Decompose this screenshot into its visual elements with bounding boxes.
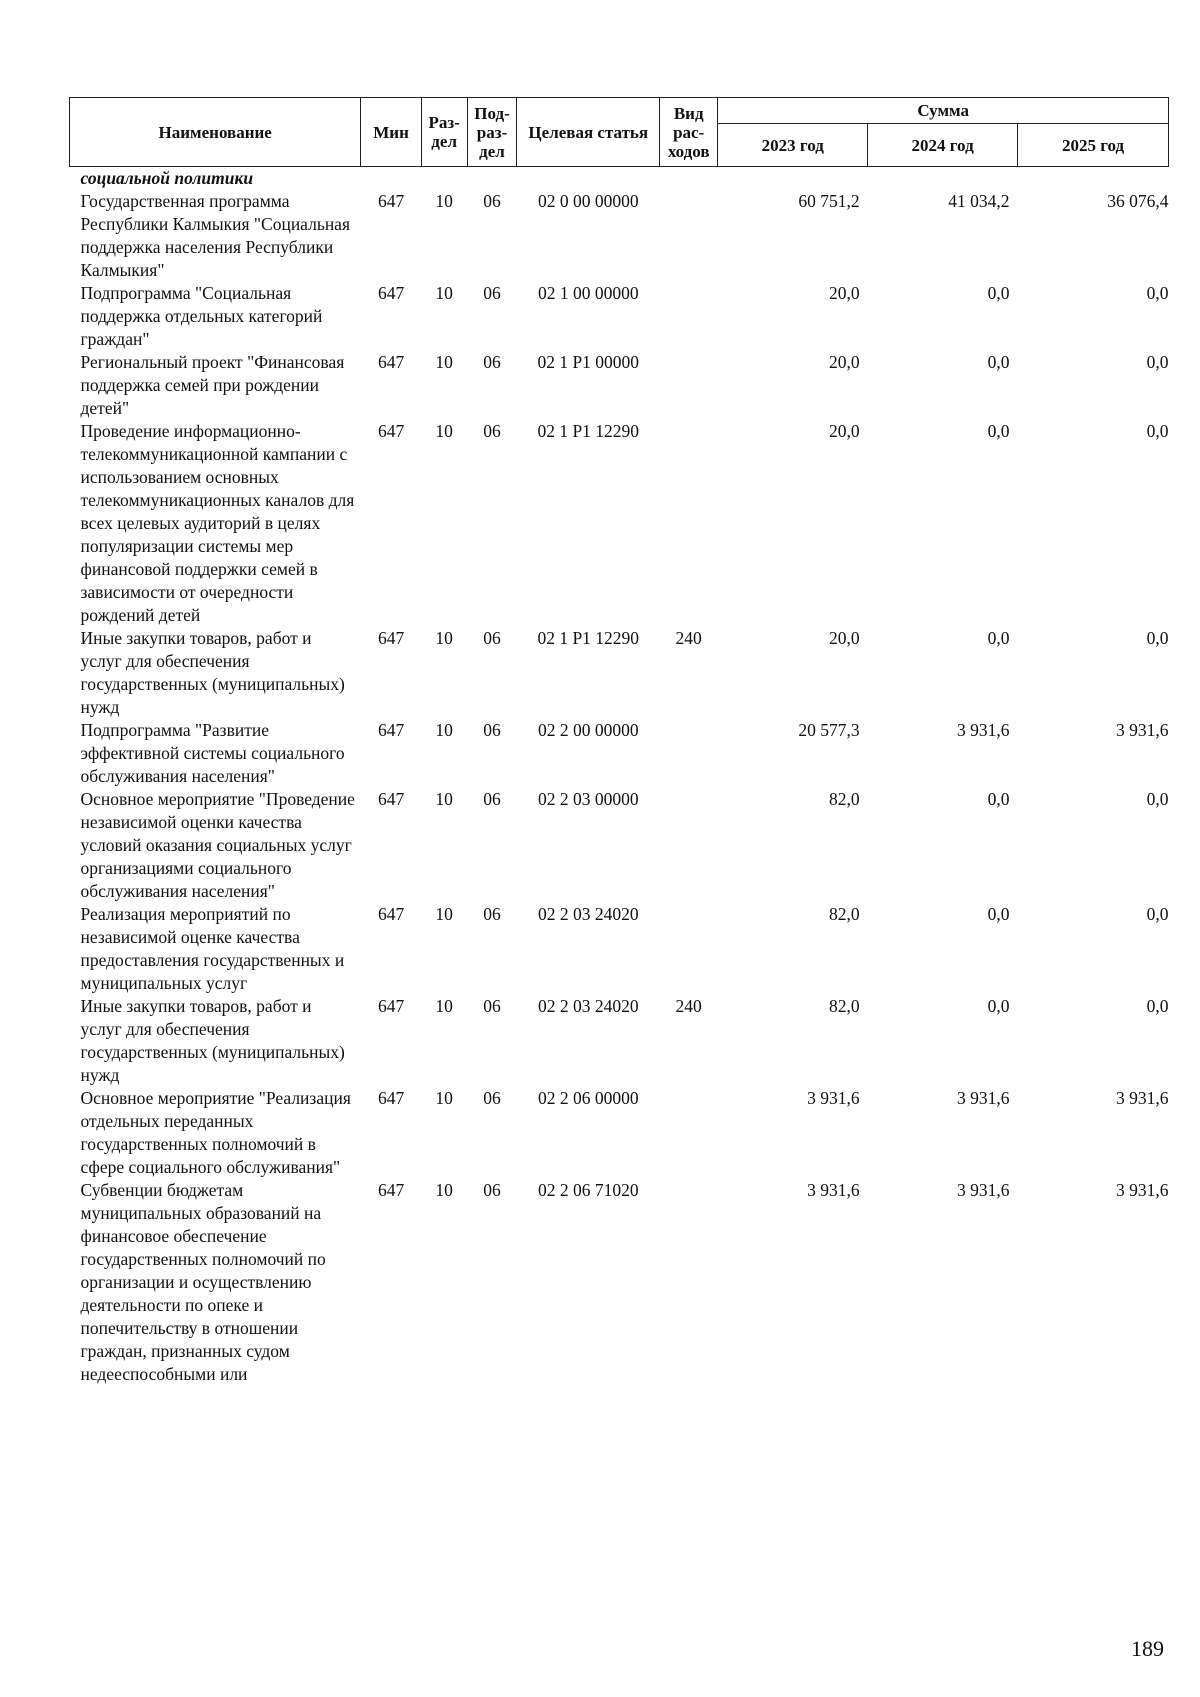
row-celevaya-statya: 02 1 00 00000 [537, 283, 639, 303]
row-podrazdel: 06 [483, 628, 501, 648]
section-title: социальной политики [80, 168, 254, 188]
row-vid-rashodov: 240 [675, 996, 702, 1016]
table-body [70, 167, 1169, 1387]
row-min: 647 [377, 191, 405, 211]
budget-table [69, 97, 1169, 1386]
row-amount-2023: 3 931,6 [807, 1180, 860, 1200]
table-row [70, 1179, 1169, 1386]
row-podrazdel: 06 [483, 789, 501, 809]
row-amount-2025: 0,0 [1146, 904, 1169, 924]
row-celevaya-statya: 02 2 06 71020 [537, 1180, 639, 1200]
row-podrazdel: 06 [483, 720, 501, 740]
row-name: Реализация мероприятий по независимой оценке качества предоставления государственных и муниципальных услуг [80, 904, 345, 993]
header-year-2025: 2025 год [1018, 124, 1169, 167]
row-celevaya-statya: 02 1 P1 12290 [537, 628, 640, 648]
row-amount-2024: 0,0 [987, 996, 1010, 1016]
row-min: 647 [377, 789, 405, 809]
row-name: Иные закупки товаров, работ и услуг для обеспечения государственных (муниципальных) нужд [80, 628, 345, 717]
row-amount-2025: 0,0 [1146, 628, 1169, 648]
row-razdel: 10 [435, 904, 453, 924]
row-vid-rashodov [660, 719, 718, 788]
row-amount-2023: 20,0 [829, 628, 860, 648]
row-amount-2024: 3 931,6 [957, 1088, 1010, 1108]
row-vid-rashodov [660, 190, 718, 282]
row-min: 647 [377, 720, 405, 740]
row-celevaya-statya: 02 2 06 00000 [537, 1088, 639, 1108]
row-vid-rashodov [660, 351, 718, 420]
row-amount-2023: 20 577,3 [798, 720, 860, 740]
row-min: 647 [377, 421, 405, 441]
row-razdel: 10 [435, 421, 453, 441]
row-celevaya-statya: 02 0 00 00000 [537, 191, 639, 211]
row-podrazdel: 06 [483, 352, 501, 372]
row-razdel: 10 [435, 283, 453, 303]
row-razdel: 10 [435, 996, 453, 1016]
row-razdel: 10 [435, 628, 453, 648]
row-amount-2025: 0,0 [1146, 283, 1169, 303]
header-celevaya-statya: Целевая статья [517, 98, 660, 167]
section-row [70, 167, 1169, 191]
row-amount-2025: 3 931,6 [1116, 1180, 1169, 1200]
row-amount-2023: 20,0 [829, 421, 860, 441]
row-amount-2025: 0,0 [1146, 352, 1169, 372]
table-row [70, 1087, 1169, 1179]
row-amount-2024: 0,0 [987, 904, 1010, 924]
row-amount-2025: 3 931,6 [1116, 1088, 1169, 1108]
row-name: Подпрограмма "Развитие эффективной системы социального обслуживания населения" [80, 720, 345, 786]
row-min: 647 [377, 1180, 405, 1200]
row-razdel: 10 [435, 352, 453, 372]
table-row [70, 903, 1169, 995]
row-razdel: 10 [435, 789, 453, 809]
row-min: 647 [377, 628, 405, 648]
row-podrazdel: 06 [483, 191, 501, 211]
header-razdel: Раз-дел [421, 98, 467, 167]
row-celevaya-statya: 02 2 03 00000 [537, 789, 639, 809]
row-amount-2025: 0,0 [1146, 421, 1169, 441]
row-min: 647 [377, 283, 405, 303]
row-amount-2024: 0,0 [987, 421, 1010, 441]
row-vid-rashodov [660, 788, 718, 903]
row-amount-2025: 0,0 [1146, 996, 1169, 1016]
row-amount-2024: 0,0 [987, 352, 1010, 372]
row-name: Основное мероприятие "Проведение независимой оценки качества условий оказания социальных услуг организациями социального обслуживания населения" [80, 789, 355, 901]
row-name: Проведение информационно-телекоммуникационной кампании с использованием основных телекоммуникационных каналов для всех целевых аудиторий в целях популяризации системы мер финансовой поддержки семей в зависимости от очередности рождений детей [80, 421, 355, 625]
table-row [70, 351, 1169, 420]
row-amount-2024: 3 931,6 [957, 1180, 1010, 1200]
row-amount-2024: 0,0 [987, 628, 1010, 648]
row-amount-2025: 0,0 [1146, 789, 1169, 809]
row-celevaya-statya: 02 1 P1 00000 [537, 352, 640, 372]
row-amount-2023: 60 751,2 [798, 191, 860, 211]
row-podrazdel: 06 [483, 421, 501, 441]
row-razdel: 10 [435, 720, 453, 740]
table-row [70, 627, 1169, 719]
page-number: 189 [1131, 1636, 1164, 1661]
row-amount-2024: 0,0 [987, 283, 1010, 303]
row-amount-2024: 0,0 [987, 789, 1010, 809]
table-row [70, 788, 1169, 903]
row-vid-rashodov [660, 903, 718, 995]
row-vid-rashodov [660, 1087, 718, 1179]
row-amount-2023: 20,0 [829, 283, 860, 303]
row-vid-rashodov [660, 282, 718, 351]
header-name: Наименование [70, 98, 361, 167]
table-row [70, 995, 1169, 1087]
row-min: 647 [377, 996, 405, 1016]
row-amount-2023: 20,0 [829, 352, 860, 372]
row-vid-rashodov: 240 [675, 628, 702, 648]
header-vid-rashodov: Вид рас-ходов [660, 98, 718, 167]
row-celevaya-statya: 02 1 P1 12290 [537, 421, 640, 441]
row-name: Государственная программа Республики Калмыкия "Социальная поддержка населения Республики Калмыкия" [80, 191, 350, 280]
row-podrazdel: 06 [483, 1180, 501, 1200]
table-row [70, 190, 1169, 282]
row-celevaya-statya: 02 2 00 00000 [537, 720, 639, 740]
row-razdel: 10 [435, 1088, 453, 1108]
row-name: Иные закупки товаров, работ и услуг для обеспечения государственных (муниципальных) нужд [80, 996, 345, 1085]
row-amount-2024: 3 931,6 [957, 720, 1010, 740]
row-celevaya-statya: 02 2 03 24020 [537, 996, 639, 1016]
row-amount-2023: 82,0 [829, 904, 860, 924]
row-name: Региональный проект "Финансовая поддержка семей при рождении детей" [80, 352, 345, 418]
header-year-2024: 2024 год [868, 124, 1018, 167]
row-min: 647 [377, 904, 405, 924]
row-podrazdel: 06 [483, 1088, 501, 1108]
header-podrazdel: Под-раз-дел [467, 98, 517, 167]
row-razdel: 10 [435, 191, 453, 211]
table-row [70, 420, 1169, 627]
header-summa: Сумма [718, 98, 1169, 124]
row-amount-2023: 82,0 [829, 996, 860, 1016]
header-min: Мин [361, 98, 421, 167]
row-celevaya-statya: 02 2 03 24020 [537, 904, 639, 924]
row-name: Подпрограмма "Социальная поддержка отдельных категорий граждан" [80, 283, 323, 349]
row-podrazdel: 06 [483, 283, 501, 303]
table-row [70, 282, 1169, 351]
row-razdel: 10 [435, 1180, 453, 1200]
row-amount-2025: 3 931,6 [1116, 720, 1169, 740]
row-vid-rashodov [660, 1179, 718, 1386]
row-podrazdel: 06 [483, 996, 501, 1016]
row-name: Основное мероприятие "Реализация отдельных переданных государственных полномочий в сфере социального обслуживания" [80, 1088, 351, 1177]
row-vid-rashodov [660, 420, 718, 627]
row-amount-2025: 36 076,4 [1107, 191, 1169, 211]
table-row [70, 719, 1169, 788]
header-year-2023: 2023 год [718, 124, 868, 167]
table-header [70, 98, 1169, 167]
row-name: Субвенции бюджетам муниципальных образований на финансовое обеспечение государственных полномочий по организации и осуществлению деятельности по опеке и попечительству в отношении граждан, признанных судом недееспособными или [80, 1180, 326, 1384]
row-amount-2024: 41 034,2 [948, 191, 1010, 211]
row-amount-2023: 82,0 [829, 789, 860, 809]
row-amount-2023: 3 931,6 [807, 1088, 860, 1108]
row-min: 647 [377, 352, 405, 372]
row-podrazdel: 06 [483, 904, 501, 924]
row-min: 647 [377, 1088, 405, 1108]
